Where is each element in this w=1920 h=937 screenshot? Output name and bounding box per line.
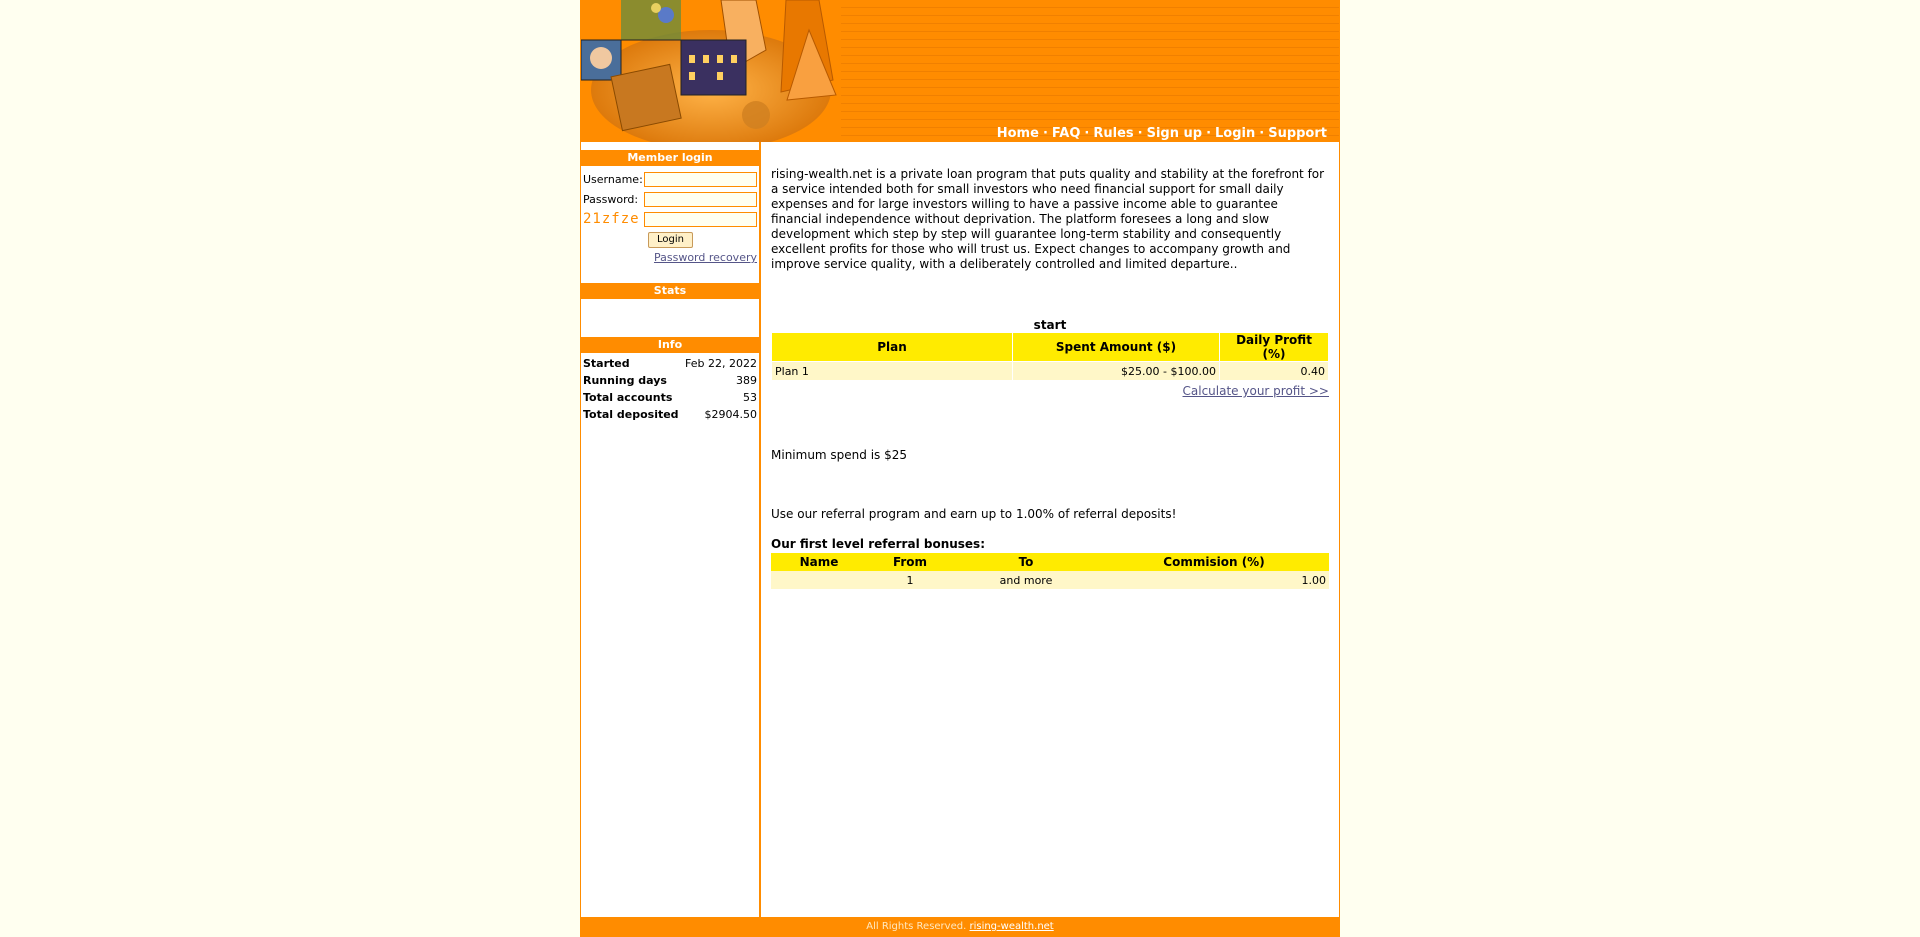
nav-separator: · — [1259, 126, 1265, 141]
stats-panel — [581, 299, 759, 337]
info-label: Running days — [583, 374, 667, 387]
nav-signup-link[interactable]: Sign up — [1146, 126, 1203, 141]
page-container — [580, 0, 1340, 937]
info-row-started — [581, 355, 759, 372]
info-label: Total accounts — [583, 391, 673, 404]
referral-name-cell — [771, 571, 867, 589]
info-row-total-accounts — [581, 389, 759, 406]
referral-bonuses-heading: Our first level referral bonuses: — [771, 537, 985, 551]
referral-program-text: Use our referral program and earn up to 1.00% of referral deposits! — [771, 507, 1177, 521]
info-heading: Info — [581, 337, 759, 353]
nav-separator: · — [1042, 126, 1048, 141]
referral-from-cell: 1 — [867, 571, 953, 589]
calculate-profit-link[interactable]: Calculate your profit >> — [1182, 384, 1329, 398]
stats-heading: Stats — [581, 283, 759, 299]
sidebar — [581, 142, 761, 917]
captcha-image: 21zfze — [583, 211, 640, 227]
nav-rules-link[interactable]: Rules — [1093, 126, 1134, 141]
password-label: Password: — [583, 192, 639, 206]
info-value: Feb 22, 2022 — [685, 357, 757, 370]
plans-header-cell: Daily Profit (%) — [1220, 333, 1328, 361]
username-input[interactable] — [644, 172, 757, 187]
intro-paragraph: rising-wealth.net is a private loan program that puts quality and stability at the forefront for a service intended both for small investors who need financial support for small daily expenses and for large investors willing to have a passive income able to guarantee financial independence without deprivation. The platform foresees a long and slow development which step by step will guarantee long-term stability and consequently excellent profits for those who will trust us. Expect changes to accompany growth and improve service quality, with a deliberately controlled and limited departure.. — [771, 167, 1325, 271]
plans-header-row — [772, 333, 1328, 361]
password-row — [581, 189, 759, 209]
nav-separator: · — [1084, 126, 1090, 141]
plan-name-cell: Plan 1 — [772, 362, 1012, 380]
table-row — [772, 362, 1328, 380]
main-content — [771, 142, 1329, 589]
plans-table — [771, 332, 1329, 381]
info-row-running-days — [581, 372, 759, 389]
referral-header-cell: To — [953, 553, 1099, 571]
table-row — [771, 571, 1329, 589]
footer-site-link[interactable]: rising-wealth.net — [969, 921, 1054, 932]
nav-faq-link[interactable]: FAQ — [1051, 126, 1081, 141]
username-label: Username: — [583, 172, 643, 186]
login-button[interactable]: Login — [648, 232, 693, 248]
password-recovery-link[interactable]: Password recovery — [653, 251, 757, 264]
plan-amount-cell: $25.00 - $100.00 — [1013, 362, 1219, 380]
info-value: 389 — [736, 374, 757, 387]
captcha-input[interactable] — [644, 212, 757, 227]
info-table — [581, 355, 759, 423]
captcha-row — [581, 209, 759, 229]
info-value: 53 — [743, 391, 757, 404]
nav-home-link[interactable]: Home — [996, 126, 1039, 141]
referral-header-cell: Commision (%) — [1099, 553, 1329, 571]
plan-caption: start — [1033, 318, 1067, 332]
password-input[interactable] — [644, 192, 757, 207]
info-label: Total deposited — [583, 408, 679, 421]
footer-copyright: All Rights Reserved. — [866, 921, 967, 932]
nav-login-link[interactable]: Login — [1215, 126, 1256, 141]
plans-header-cell: Plan — [772, 333, 1012, 361]
minimum-spend-text: Minimum spend is $25 — [771, 448, 908, 462]
plan-profit-cell: 0.40 — [1220, 362, 1328, 380]
referral-header-cell: From — [867, 553, 953, 571]
referral-table — [771, 553, 1329, 589]
info-label: Started — [583, 357, 630, 370]
info-row-total-deposited — [581, 406, 759, 423]
plans-header-cell: Spent Amount ($) — [1013, 333, 1219, 361]
member-login-heading: Member login — [581, 150, 759, 166]
nav-separator: · — [1137, 126, 1143, 141]
site-header — [581, 0, 1339, 142]
header-collage-image — [581, 0, 841, 142]
username-row — [581, 169, 759, 189]
nav-separator: · — [1206, 126, 1212, 141]
top-navigation — [997, 126, 1327, 141]
nav-support-link[interactable]: Support — [1268, 126, 1327, 141]
referral-header-row — [771, 553, 1329, 571]
info-value: $2904.50 — [704, 408, 757, 421]
site-footer — [581, 917, 1339, 937]
referral-header-cell: Name — [771, 553, 867, 571]
referral-commission-cell: 1.00 — [1099, 571, 1329, 589]
referral-to-cell: and more — [953, 571, 1099, 589]
